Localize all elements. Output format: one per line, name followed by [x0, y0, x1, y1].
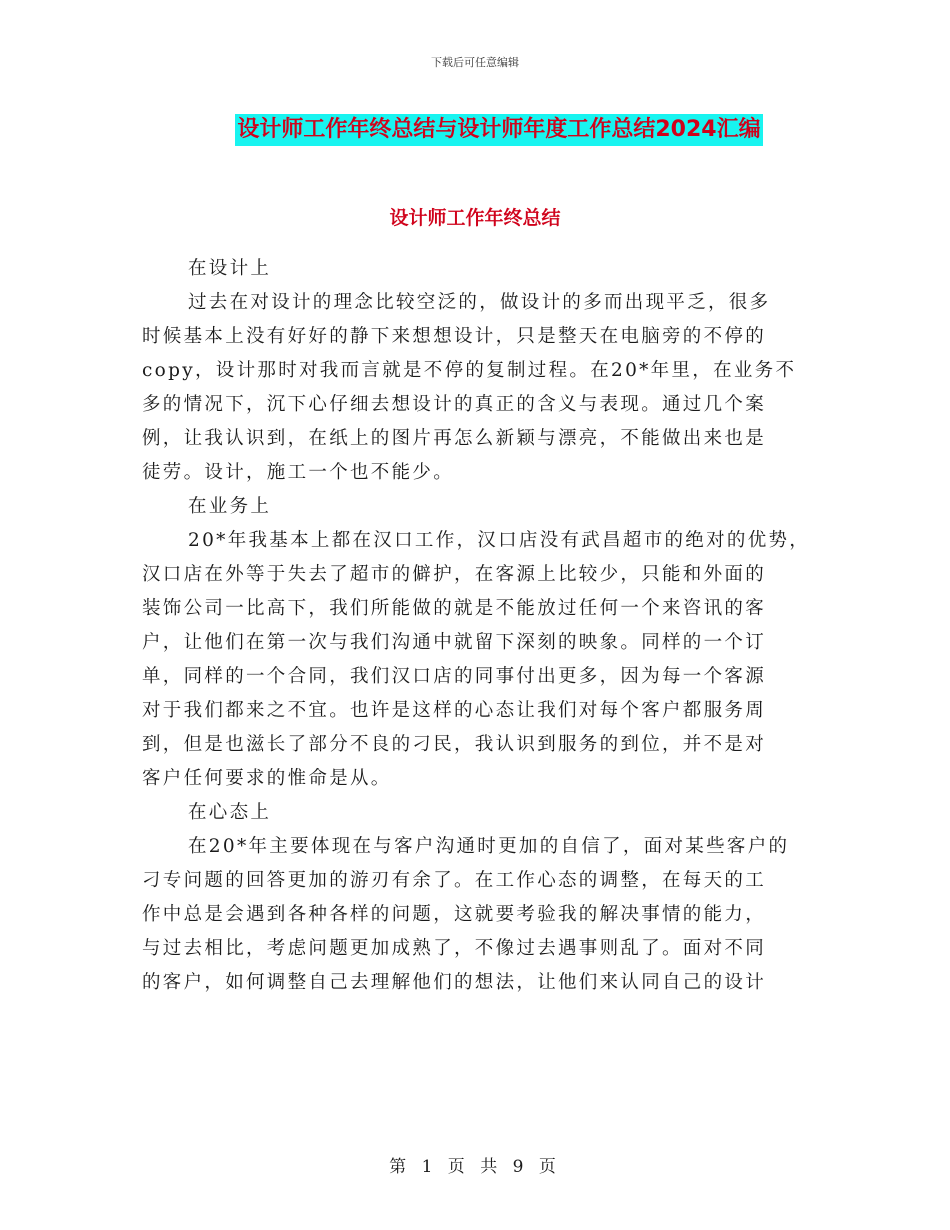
subheading-mindset: 在心态上 [188, 802, 272, 823]
paragraph-line: 过去在对设计的理念比较空泛的，做设计的多而出现平乏，很多 [188, 292, 771, 313]
paragraph-line: 的客户，如何调整自己去理解他们的想法，让他们来认同自己的设计 [142, 972, 767, 993]
subheading-design: 在设计上 [188, 258, 272, 279]
document-title-container [0, 114, 950, 146]
subheading-business: 在业务上 [188, 496, 272, 517]
paragraph-line: 对于我们都来之不宜。也许是这样的心态让我们对每个客户都服务周 [142, 700, 767, 721]
section-title: 设计师工作年终总结 [389, 207, 561, 229]
paragraph-line: 例，让我认识到，在纸上的图片再怎么新颖与漂亮，不能做出来也是 [142, 428, 767, 449]
paragraph-line: 在20*年主要体现在与客户沟通时更加的自信了，面对某些客户的 [188, 836, 790, 857]
paragraph-line: copy，设计那时对我而言就是不停的复制过程。在20*年里，在业务不 [142, 360, 797, 381]
document-title: 设计师工作年终总结与设计师年度工作总结2024汇编 [235, 114, 762, 146]
paragraph-line: 汉口店在外等于失去了超市的僻护，在客源上比较少，只能和外面的 [142, 564, 767, 585]
paragraph-line: 单，同样的一个合同，我们汉口店的同事付出更多，因为每一个客源 [142, 666, 767, 687]
document-body [142, 252, 817, 1000]
paragraph-line: 刁专问题的回答更加的游刃有余了。在工作心态的调整，在每天的工 [142, 870, 767, 891]
paragraph-line: 户，让他们在第一次与我们沟通中就留下深刻的映象。同样的一个订 [142, 632, 767, 653]
page-number: 第 1 页 共 9 页 [389, 1157, 561, 1177]
paragraph-line: 20*年我基本上都在汉口工作，汉口店没有武昌超市的绝对的优势， [188, 530, 811, 551]
paragraph-line: 到，但是也滋长了部分不良的刁民，我认识到服务的到位，并不是对 [142, 734, 767, 755]
paragraph-line: 作中总是会遇到各种各样的问题，这就要考验我的解决事情的能力， [142, 904, 767, 925]
header-note: 下载后可任意编辑 [431, 56, 519, 69]
paragraph-line: 徒劳。设计，施工一个也不能少。 [142, 462, 455, 483]
paragraph-line: 时候基本上没有好好的静下来想想设计，只是整天在电脑旁的不停的 [142, 326, 767, 347]
paragraph-line: 装饰公司一比高下，我们所能做的就是不能放过任何一个来咨讯的客 [142, 598, 767, 619]
paragraph-line: 多的情况下，沉下心仔细去想设计的真正的含义与表现。通过几个案 [142, 394, 767, 415]
paragraph-line: 与过去相比，考虑问题更加成熟了，不像过去遇事则乱了。面对不同 [142, 938, 767, 959]
paragraph-line: 客户任何要求的惟命是从。 [142, 768, 392, 789]
